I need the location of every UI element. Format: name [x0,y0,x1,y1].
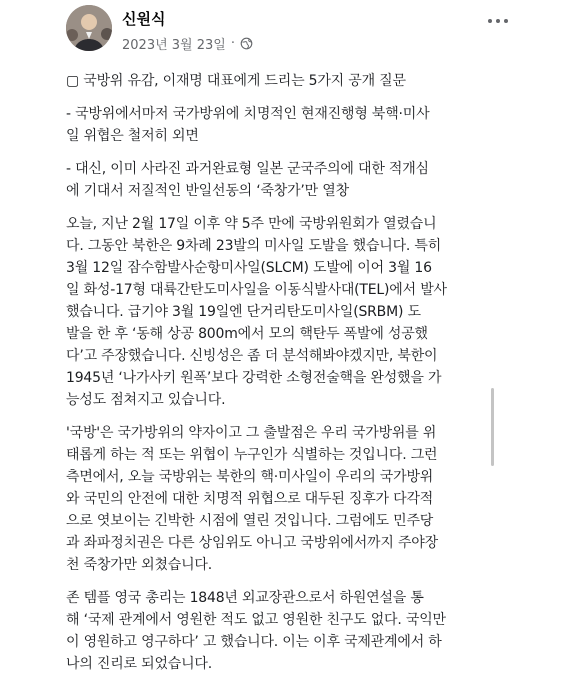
post-paragraph: - 국방위에서마저 국가방위에 치명적인 현재진행형 북핵·미사 일 위협은 철저히 외면 [66,106,430,144]
paragraph-gap [66,92,506,103]
post-paragraph: 오늘, 지난 2월 17일 이후 약 5주 만에 국방위원회가 열렸습니 다. 그동안 북한은 9차례 23발의 미사일 도발을 했습니다. 특히 3월 12일 잠수함발사순항미사일(SLCM) 도발에 이어 3월 16 일 화성-17형 대륙간탄도미사일을 이동식발사대(TEL)에서 발사 했습니다. 급기야 3월 19일엔 단거리탄도미사일(SRBM) 도 발을 한 후 ‘동해 상공 800m에서 모의 핵탄두 폭발에 성공했 다’고 주장했습니다. 신빙성은 좀 더 분석해봐야겠지만, 북한이 1945년 ‘나가사키 원폭’보다 강력한 소형전술핵을 완성했을 가 능성도 점쳐지고 있습니다. [66,216,447,408]
post-body [66,70,506,675]
paragraph-gap [66,202,506,213]
more-horizontal-icon[interactable] [483,6,513,36]
post-header [0,0,579,62]
author-name[interactable]: 신원식 [122,10,166,28]
dot [504,19,508,23]
dot [488,19,492,23]
post-meta [122,34,253,53]
globe-icon[interactable] [240,37,253,50]
avatar-photo-icon [66,5,112,51]
dot [496,19,500,23]
post-paragraph: '국방'은 국가방위의 약자이고 그 출발점은 우리 국가방위를 위 태롭게 하는 적 또는 위협이 누구인가 식별하는 것입니다. 그런 측면에서, 오늘 국방위는 북한의 핵·미사일이 우리의 국가방위 와 국민의 안전에 대한 치명적 위협으로 대두된 징후가 다각적 으로 엿보이는 긴박한 시점에 열린 것입니다. 그럼에도 민주당 과 좌파정치권은 다른 상임위도 아니고 국방위에서까지 주야장 천 죽창가만 외쳤습니다. [66,425,438,573]
paragraph-gap [66,576,506,587]
post-paragraph-title: ▢ 국방위 유감, 이재명 대표에게 드리는 5가지 공개 질문 [66,73,406,89]
avatar[interactable] [66,5,112,51]
post-paragraph: - 대신, 이미 사라진 과거완료형 일본 군국주의에 대한 적개심 에 기대서 저질적인 반일선동의 ‘죽창가’만 열창 [66,161,429,199]
post-date[interactable]: 2023년 3월 23일 [122,38,226,53]
scrollbar-thumb[interactable] [491,388,494,466]
paragraph-gap [66,147,506,158]
post-paragraph: 존 템플 영국 총리는 1848년 외교장관으로서 하원연설을 통 해 ‘국제 관계에서 영원한 적도 없고 영원한 친구도 없다. 국익만 이 영원하고 영구하다’ 고 했습니다. 이는 이후 국제관계에서 하 나의 진리로 되었습니다. [66,590,446,672]
paragraph-gap [66,411,506,422]
meta-separator: · [230,36,235,51]
